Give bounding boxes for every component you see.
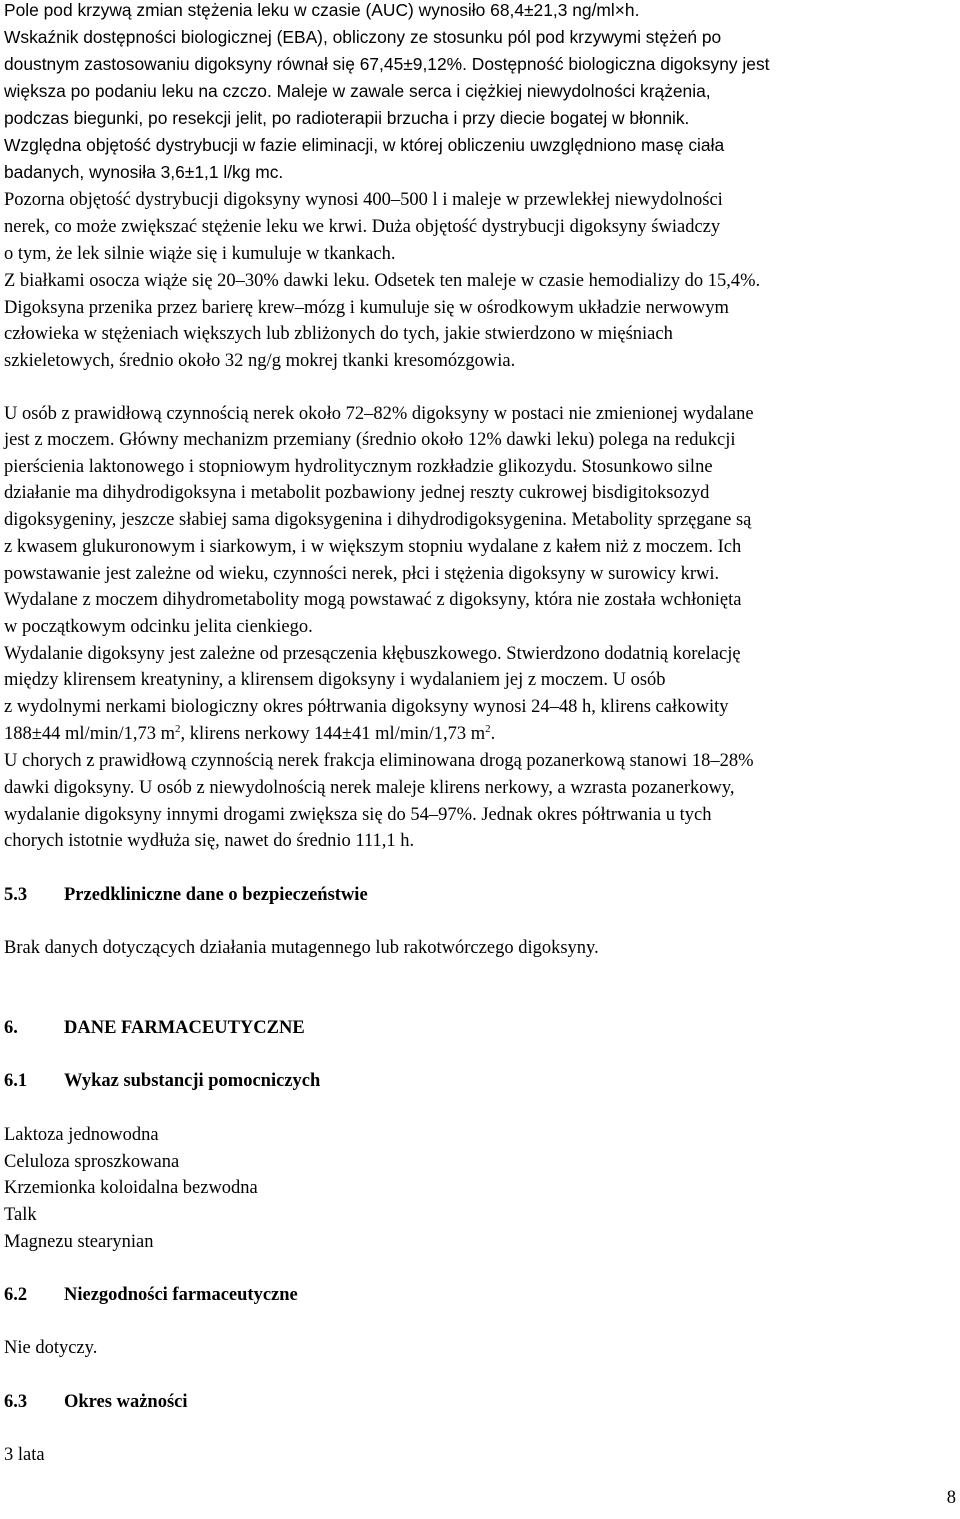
paragraph-line: jest z moczem. Główny mechanizm przemiany (średnio około 12% dawki leku) polega na redukcji	[4, 430, 736, 450]
list-item: Talk	[4, 1205, 37, 1225]
paragraph-line: Pozorna objętość dystrybucji digoksyny wynosi 400–500 l i maleje w przewlekłej niewydolności	[4, 190, 723, 210]
section-title: Niezgodności farmaceutyczne	[64, 1285, 298, 1305]
paragraph-line: Nie dotyczy.	[4, 1338, 98, 1358]
page-number: 8	[946, 1488, 956, 1508]
paragraph-line: Względna objętość dystrybucji w fazie eliminacji, w której obliczeniu uwzględniono masę ciała	[4, 135, 725, 155]
section-heading-6-1	[4, 1072, 320, 1091]
clearance-total: 188±44 ml/min/1,73 m	[4, 724, 176, 744]
section-title: Wykaz substancji pomocniczych	[64, 1071, 321, 1091]
paragraph-line: wydalanie digoksyny innymi drogami zwiększa się do 54–97%. Jednak okres półtrwania u tych	[4, 805, 712, 825]
paragraph-line: Brak danych dotyczących działania mutagennego lub rakotwórczego digoksyny.	[4, 938, 599, 958]
list-item: Magnezu stearynian	[4, 1232, 154, 1252]
paragraph-line: powstawanie jest zależne od wieku, czynności nerek, płci i stężenia digoksyny w surowicy krwi.	[4, 564, 720, 584]
paragraph-line: szkieletowych, średnio około 32 ng/g mokrej tkanki kresomózgowia.	[4, 351, 516, 371]
section-title: Przedkliniczne dane o bezpieczeństwie	[64, 885, 368, 905]
paragraph-line: z wydolnymi nerkami biologiczny okres półtrwania digoksyny wynosi 24–48 h, klirens całkowity	[4, 697, 729, 717]
section-heading-6	[4, 1019, 305, 1038]
paragraph-line: większa po podaniu leku na czczo. Maleje w zawale serca i ciężkiej niewydolności krążenia,	[4, 81, 711, 101]
superscript: 2	[175, 723, 181, 735]
paragraph-line: dawki digoksyny. U osób z niewydolnością nerek maleje klirens nerkowy, a wzrasta pozanerkowy,	[4, 778, 735, 798]
paragraph-line: U osób z prawidłową czynnością nerek około 72–82% digoksyny w postaci nie zmienionej wydalane	[4, 404, 754, 424]
paragraph-line: digoksygeniny, jeszcze słabiej sama digoksygenina i dihydrodigoksygenina. Metabolity sprzęgane są	[4, 510, 752, 530]
paragraph-line: Wydalane z moczem dihydrometabolity mogą powstawać z digoksyny, która nie została wchłonięta	[4, 590, 742, 610]
section-number: 6.2	[4, 1285, 28, 1305]
section-heading-6-3	[4, 1393, 188, 1412]
superscript: 2	[485, 723, 491, 735]
paragraph-line: badanych, wynosiła 3,6±1,1 l/kg mc.	[4, 162, 284, 182]
paragraph-line: U chorych z prawidłową czynnością nerek frakcja eliminowana drogą pozanerkową stanowi 18–28%	[4, 751, 754, 771]
list-item: Laktoza jednowodna	[4, 1125, 159, 1145]
paragraph-line: z kwasem glukuronowym i siarkowym, i w większym stopniu wydalane z kałem niż z moczem. Ich	[4, 537, 742, 557]
paragraph-line: doustnym zastosowaniu digoksyny równał się 67,45±9,12%. Dostępność biologiczna digoksyny jest	[4, 54, 770, 74]
list-item: Celuloza sproszkowana	[4, 1152, 180, 1172]
clearance-line	[4, 725, 495, 744]
paragraph-line: Z białkami osocza wiąże się 20–30% dawki leku. Odsetek ten maleje w czasie hemodializy do 15,4%.	[4, 271, 761, 291]
section-number: 6.1	[4, 1071, 28, 1091]
section-number: 6.	[4, 1018, 18, 1038]
list-item: Krzemionka koloidalna bezwodna	[4, 1178, 258, 1198]
paragraph-line: między klirensem kreatyniny, a klirensem digoksyny i wydalaniem jej z moczem. U osób	[4, 670, 666, 690]
paragraph-line: działanie ma dihydrodigoksyna i metabolit pozbawiony jednej reszty cukrowej bisdigitoksozyd	[4, 483, 710, 503]
clearance-end: .	[490, 724, 496, 744]
section-title: DANE FARMACEUTYCZNE	[64, 1018, 305, 1038]
section-number: 5.3	[4, 885, 28, 905]
section-heading-5-3	[4, 886, 368, 905]
paragraph-line: 3 lata	[4, 1445, 45, 1465]
paragraph-line: podczas biegunki, po resekcji jelit, po radioterapii brzucha i przy diecie bogatej w błonnik.	[4, 108, 690, 128]
paragraph-line: Wskaźnik dostępności biologicznej (EBA), obliczony ze stosunku pól pod krzywymi stężeń po	[4, 27, 722, 47]
paragraph-line: Wydalanie digoksyny jest zależne od przesączenia kłębuszkowego. Stwierdzono dodatnią korelację	[4, 644, 741, 664]
section-title: Okres ważności	[64, 1392, 188, 1412]
paragraph-line: człowieka w stężeniach większych lub zbliżonych do tych, jakie stwierdzono w mięśniach	[4, 324, 673, 344]
paragraph-line: chorych istotnie wydłuża się, nawet do średnio 111,1 h.	[4, 831, 415, 851]
clearance-renal: , klirens nerkowy 144±41 ml/min/1,73 m	[180, 724, 486, 744]
paragraph-line: Pole pod krzywą zmian stężenia leku w czasie (AUC) wynosiło 68,4±21,3 ng/ml×h.	[4, 0, 640, 20]
paragraph-line: Digoksyna przenika przez barierę krew–mózg i kumuluje się w ośrodkowym układzie nerwowym	[4, 298, 729, 318]
paragraph-line: w początkowym odcinku jelita cienkiego.	[4, 617, 313, 637]
paragraph-line: pierścienia laktonowego i stopniowym hydrolitycznym rozkładzie glikozydu. Stosunkowo silne	[4, 457, 713, 477]
section-number: 6.3	[4, 1392, 28, 1412]
paragraph-line: o tym, że lek silnie wiąże się i kumuluje w tkankach.	[4, 244, 396, 264]
section-heading-6-2	[4, 1286, 298, 1305]
paragraph-line: nerek, co może zwiększać stężenie leku we krwi. Duża objętość dystrybucji digoksyny świadczy	[4, 217, 721, 237]
